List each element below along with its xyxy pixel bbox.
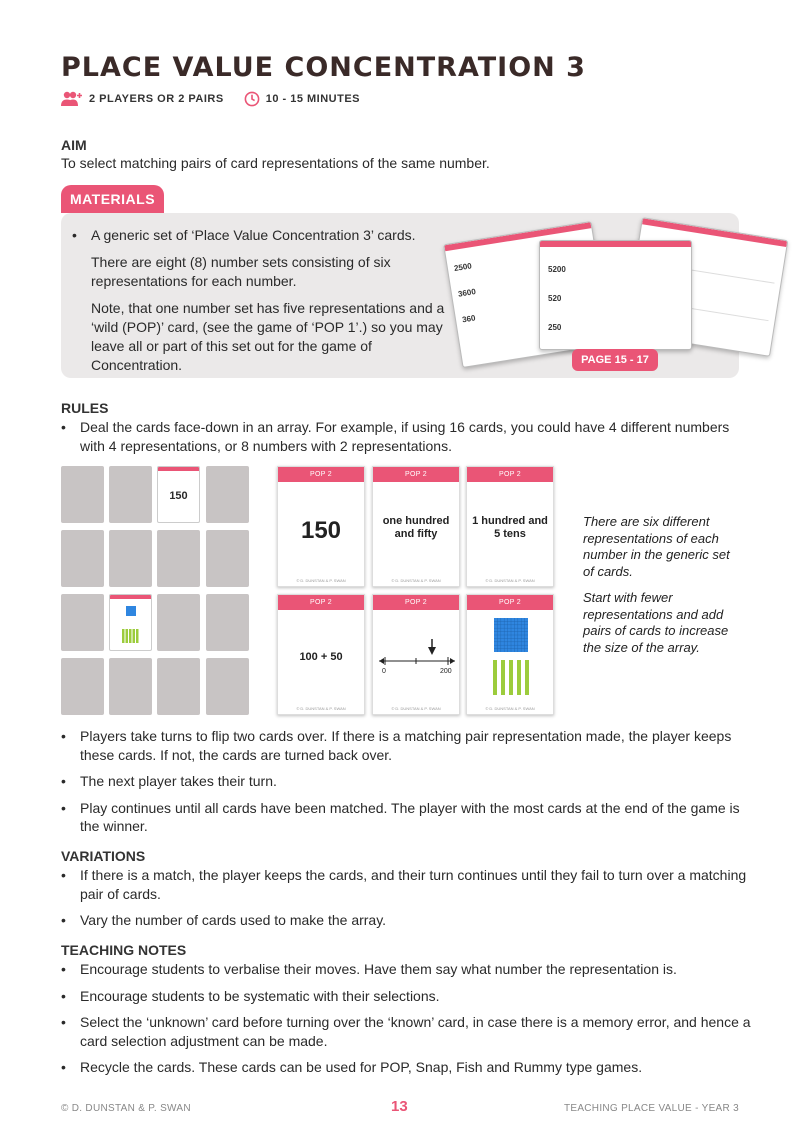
materials-para1: There are eight (8) number sets consisting of six representations for each number.	[91, 254, 391, 289]
page-title: PLACE VALUE CONCENTRATION 3	[61, 52, 586, 83]
rules-list-1	[61, 418, 751, 455]
materials-para2: Note, that one number set has five representations and a ‘wild (POP)’ card, (see the game of ‘POP 1’.) so you may leave all or part of this set out for the game of Concentration.	[91, 300, 445, 373]
side-note-1: There are six different representations of each number in the generic set of cards.	[583, 514, 730, 579]
variations-heading: VARIATIONS	[61, 848, 146, 864]
time-text: 10 - 15 MINUTES	[265, 93, 361, 105]
materials-text: • A generic set of ‘Place Value Concentration 3’ cards. There are eight (8) number sets consisting of six representations for each number. Note, that one number set has five representations and a ‘wild (POP)’ card, (see the game of ‘POP 1’.) so you may leave all or part of this set out for the game of Concentration.	[72, 226, 452, 375]
variations-list	[61, 866, 751, 930]
card-back	[109, 658, 152, 715]
list-item: • Select the ‘unknown’ card before turning over the ‘known’ card, in case there is a memory error, and hence a card selection adjustment can be made.	[61, 1014, 751, 1049]
card-back	[61, 658, 104, 715]
footer-book-title: TEACHING PLACE VALUE - YEAR 3	[563, 1103, 739, 1114]
rules-list-2	[61, 727, 751, 836]
list-item: • The next player takes their turn.	[61, 773, 277, 789]
card-back	[61, 594, 104, 651]
rep-card-numeral: POP 2 150 © D. DUNSTAN & P. SWAN	[277, 466, 365, 587]
number-line-end: 200	[440, 668, 452, 675]
rep-card-place-value: POP 2 1 hundred and 5 tens © D. DUNSTAN & P. SWAN	[466, 466, 554, 587]
number-line-start: 0	[382, 668, 386, 675]
list-item: • Vary the number of cards used to make the array.	[61, 912, 387, 928]
teaching-notes-list	[61, 960, 751, 1077]
side-note-2: Start with fewer representations and add pairs of cards to increase the size of the array.	[583, 590, 729, 655]
clock-icon	[244, 91, 260, 107]
sheet-number: 3600	[457, 287, 477, 299]
sheet-number: 520	[548, 294, 562, 303]
card-back	[109, 466, 152, 523]
card-back	[206, 530, 249, 587]
sheet-number: 360	[461, 313, 477, 325]
card-sheet-center	[539, 240, 692, 350]
card-back	[157, 594, 200, 651]
sheet-number: 250	[548, 323, 562, 332]
rep-card-words: POP 2 one hundred and fifty © D. DUNSTAN & P. SWAN	[372, 466, 460, 587]
sheet-number: 2500	[453, 261, 473, 274]
aim-text: To select matching pairs of card representations of the same number.	[61, 155, 490, 171]
card-back	[61, 530, 104, 587]
users-add-icon	[61, 91, 83, 107]
list-item: • Encourage students to be systematic with their selections.	[61, 987, 440, 1004]
rep-card-number-line: POP 2 0 200 © D. DUNSTAN & P. SWAN	[372, 594, 460, 715]
flipped-card-blocks	[109, 594, 152, 651]
sheet-number: 5200	[548, 265, 566, 274]
flipped-card-number: 150	[157, 466, 200, 523]
list-item: • Players take turns to flip two cards over. If there is a matching pair representation made, the player keeps these cards. If not, the cards are turned back over.	[61, 728, 732, 763]
footer-copyright: © D. DUNSTAN & P. SWAN	[61, 1103, 191, 1114]
rep-card-expanded: POP 2 100 + 50 © D. DUNSTAN & P. SWAN	[277, 594, 365, 715]
card-back	[157, 658, 200, 715]
teaching-notes-heading: TEACHING NOTES	[61, 942, 187, 958]
aim-heading: AIM	[61, 137, 87, 153]
card-back	[157, 530, 200, 587]
page-range-badge: PAGE 15 - 17	[572, 349, 658, 371]
players-text: 2 PLAYERS OR 2 PAIRS	[89, 93, 224, 105]
number-line-icon	[373, 635, 461, 695]
card-back	[109, 530, 152, 587]
list-item: • Encourage students to verbalise their moves. Have them say what number the representation is.	[61, 961, 677, 977]
card-back	[206, 594, 249, 651]
card-back	[206, 658, 249, 715]
base-ten-blocks-icon	[467, 610, 555, 710]
page-number: 13	[391, 1098, 408, 1115]
rep-card-base-ten-blocks: POP 2 © D. DUNSTAN & P. SWAN	[466, 594, 554, 715]
materials-bullet: A generic set of ‘Place Value Concentration 3’ cards.	[91, 227, 416, 243]
list-item: • If there is a match, the player keeps the cards, and their turn continues until they fail to turn over a matching pair of cards.	[61, 867, 747, 902]
meta-row	[61, 91, 360, 107]
list-item: • Recycle the cards. These cards can be used for POP, Snap, Fish and Rummy type games.	[61, 1059, 643, 1075]
rules-heading: RULES	[61, 400, 109, 416]
card-back	[61, 466, 104, 523]
card-back	[206, 466, 249, 523]
list-item: • Play continues until all cards have been matched. The player with the most cards at the end of the game is the winner.	[61, 799, 740, 834]
materials-tab: MATERIALS	[61, 185, 164, 213]
list-item: • Deal the cards face-down in an array. For example, if using 16 cards, you could have 4 different numbers with 4 representations, or 8 numbers with 2 representations.	[61, 419, 730, 454]
